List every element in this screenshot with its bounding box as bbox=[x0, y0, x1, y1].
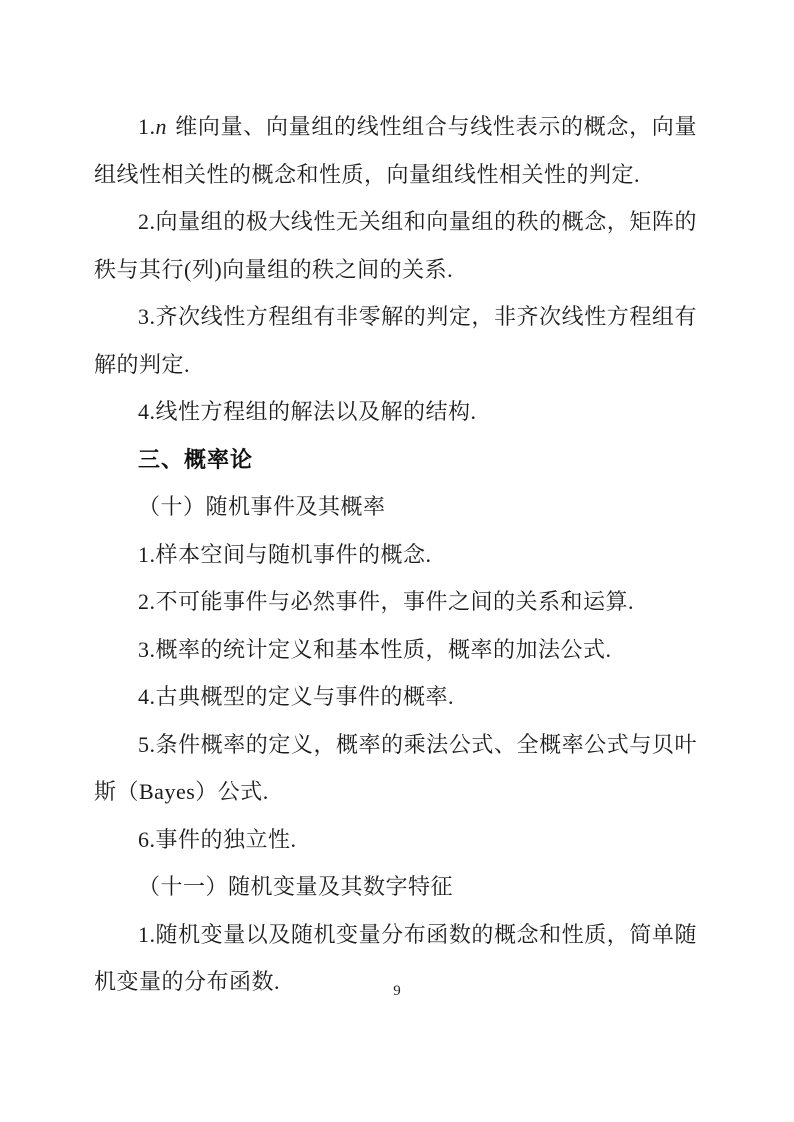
paragraph-impossible-certain-events: 2.不可能事件与必然事件，事件之间的关系和运算. bbox=[138, 589, 635, 614]
page-number: 9 bbox=[393, 983, 401, 999]
paragraph-vector-linear-combination bbox=[94, 103, 697, 198]
paragraph-max-independent-group: 2.向量组的极大线性无关组和向量组的秩的概念，矩阵的秩与其行(列)向量组的秩之间的关系. bbox=[94, 209, 697, 282]
paragraph-text: 维向量、向量组的线性组合与线性表示的概念，向量组线性相关性的概念和性质，向量组线性相关性的判定. bbox=[94, 114, 697, 187]
paragraph-event-independence: 6.事件的独立性. bbox=[138, 826, 297, 852]
item-number: 1. bbox=[138, 114, 156, 139]
paragraph-conditional-probability-bayes: 5.条件概率的定义，概率的乘法公式、全概率公式与贝叶斯（Bayes）公式. bbox=[94, 731, 697, 804]
document-body bbox=[94, 103, 697, 1006]
paragraph-sample-space: 1.样本空间与随机事件的概念. bbox=[138, 541, 432, 567]
paragraph-classical-model: 4.古典概型的定义与事件的概率. bbox=[138, 684, 455, 709]
subsection-title-random-variables: （十一）随机变量及其数字特征 bbox=[138, 874, 454, 899]
subsection-title-random-events: （十）随机事件及其概率 bbox=[138, 494, 386, 519]
paragraph-random-variable-distribution: 1.随机变量以及随机变量分布函数的概念和性质，简单随机变量的分布函数. bbox=[94, 921, 697, 994]
paragraph-equation-solutions: 4.线性方程组的解法以及解的结构. bbox=[138, 399, 477, 424]
section-heading-probability: 三、概率论 bbox=[138, 446, 254, 472]
paragraph-homogeneous-equations: 3.齐次线性方程组有非零解的判定，非齐次线性方程组有解的判定. bbox=[94, 304, 697, 377]
paragraph-statistical-definition: 3.概率的统计定义和基本性质，概率的加法公式. bbox=[138, 636, 612, 662]
math-variable-n: n bbox=[155, 114, 167, 139]
